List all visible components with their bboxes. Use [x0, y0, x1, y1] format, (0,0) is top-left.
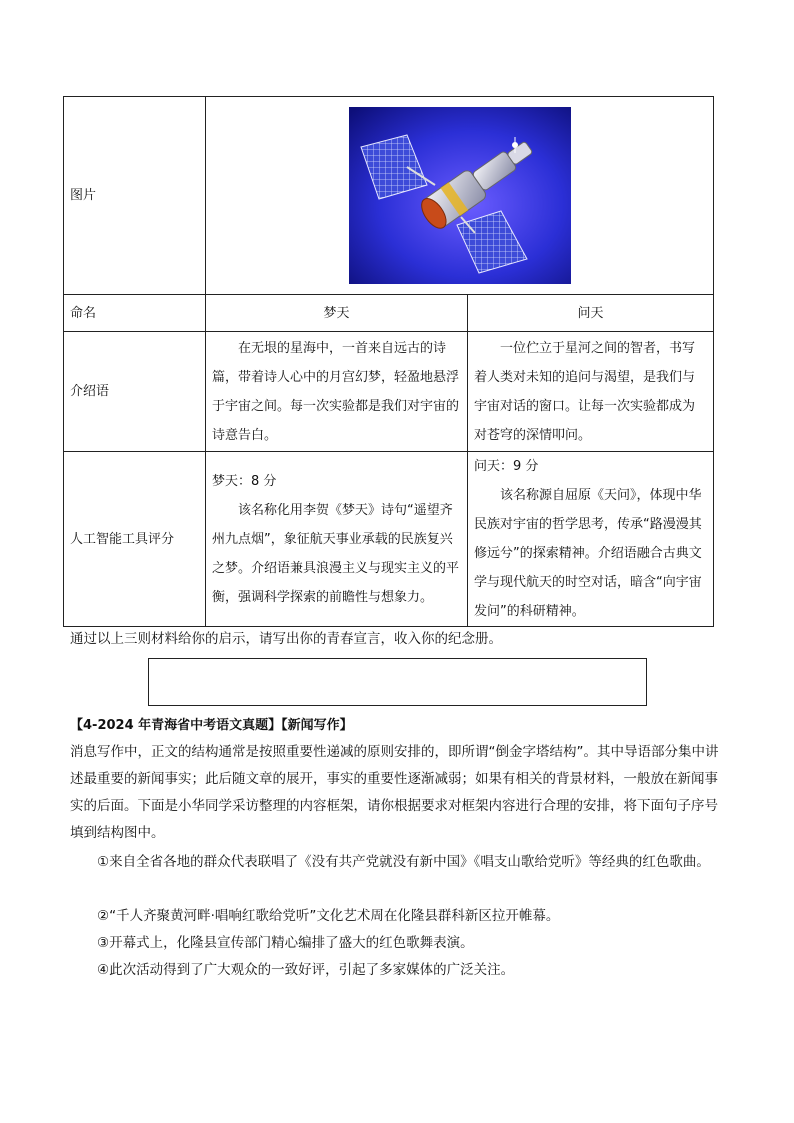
answer-box[interactable]	[148, 658, 647, 706]
name-wentian: 问天	[468, 295, 714, 332]
score-wentian-body: 该名称源自屈原《天问》，体现中华民族对宇宙的哲学思考，传承“路漫漫其修远兮”的探索精神。介绍语融合古典文学与现代航天的时空对话，暗含“向宇宙发问”的科研精神。	[474, 488, 702, 619]
space-station-image	[349, 107, 571, 284]
intro-mengtian: 在无垠的星海中，一首来自远古的诗篇，带着诗人心中的月宫幻梦，轻盈地悬浮于宇宙之间。每一次实验都是我们对宇宙的诗意告白。	[206, 332, 468, 452]
section-intro: 消息写作中，正文的结构通常是按照重要性递减的原则安排的，即所谓“倒金字塔结构”。其中导语部分集中讲述最重要的新闻事实；此后随文章的展开，事实的重要性逐渐减弱；如果有相关的背景材料，一般放在新闻事实的后面。下面是小华同学采访整理的内容框架，请你根据要求对框架内容进行合理的安排，将下面句子序号填到结构图中。	[70, 744, 719, 841]
picture-label: 图片	[64, 97, 206, 295]
list-item: ④此次活动得到了广大观众的一致好评，引起了多家媒体的广泛关注。	[97, 962, 515, 978]
score-wentian-head: 问天：9 分	[474, 459, 539, 474]
writing-prompt: 通过以上三则材料给你的启示，请写出你的青春宣言，收入你的纪念册。	[70, 631, 502, 647]
list-item: ①来自全省各地的群众代表联唱了《没有共产党就没有新中国》《唱支山歌给党听》等经典的红色歌曲。	[97, 854, 710, 870]
intro-label: 介绍语	[64, 332, 206, 452]
score-mengtian	[206, 452, 468, 627]
intro-wentian: 一位伫立于星河之间的智者，书写着人类对未知的追问与渴望，是我们与宇宙对话的窗口。让每一次实验都成为对苍穹的深情叩问。	[468, 332, 714, 452]
name-mengtian: 梦天	[206, 295, 468, 332]
score-mengtian-body: 该名称化用李贺《梦天》诗句“遥望齐州九点烟”，象征航天事业承载的民族复兴之梦。介绍语兼具浪漫主义与现实主义的平衡，强调科学探索的前瞻性与想象力。	[212, 502, 460, 605]
section-heading: 【4-2024 年青海省中考语文真题】【新闻写作】	[70, 718, 353, 733]
name-label: 命名	[64, 295, 206, 332]
score-mengtian-head: 梦天：8 分	[212, 473, 277, 489]
picture-cell	[206, 97, 714, 295]
list-item: ②“千人齐聚黄河畔·唱响红歌给党听”文化艺术周在化隆县群科新区拉开帷幕。	[97, 908, 560, 924]
score-wentian	[468, 452, 714, 627]
list-item: ③开幕式上，化隆县宣传部门精心编排了盛大的红色歌舞表演。	[97, 935, 474, 951]
materials-table	[63, 96, 714, 627]
score-label: 人工智能工具评分	[64, 452, 206, 627]
